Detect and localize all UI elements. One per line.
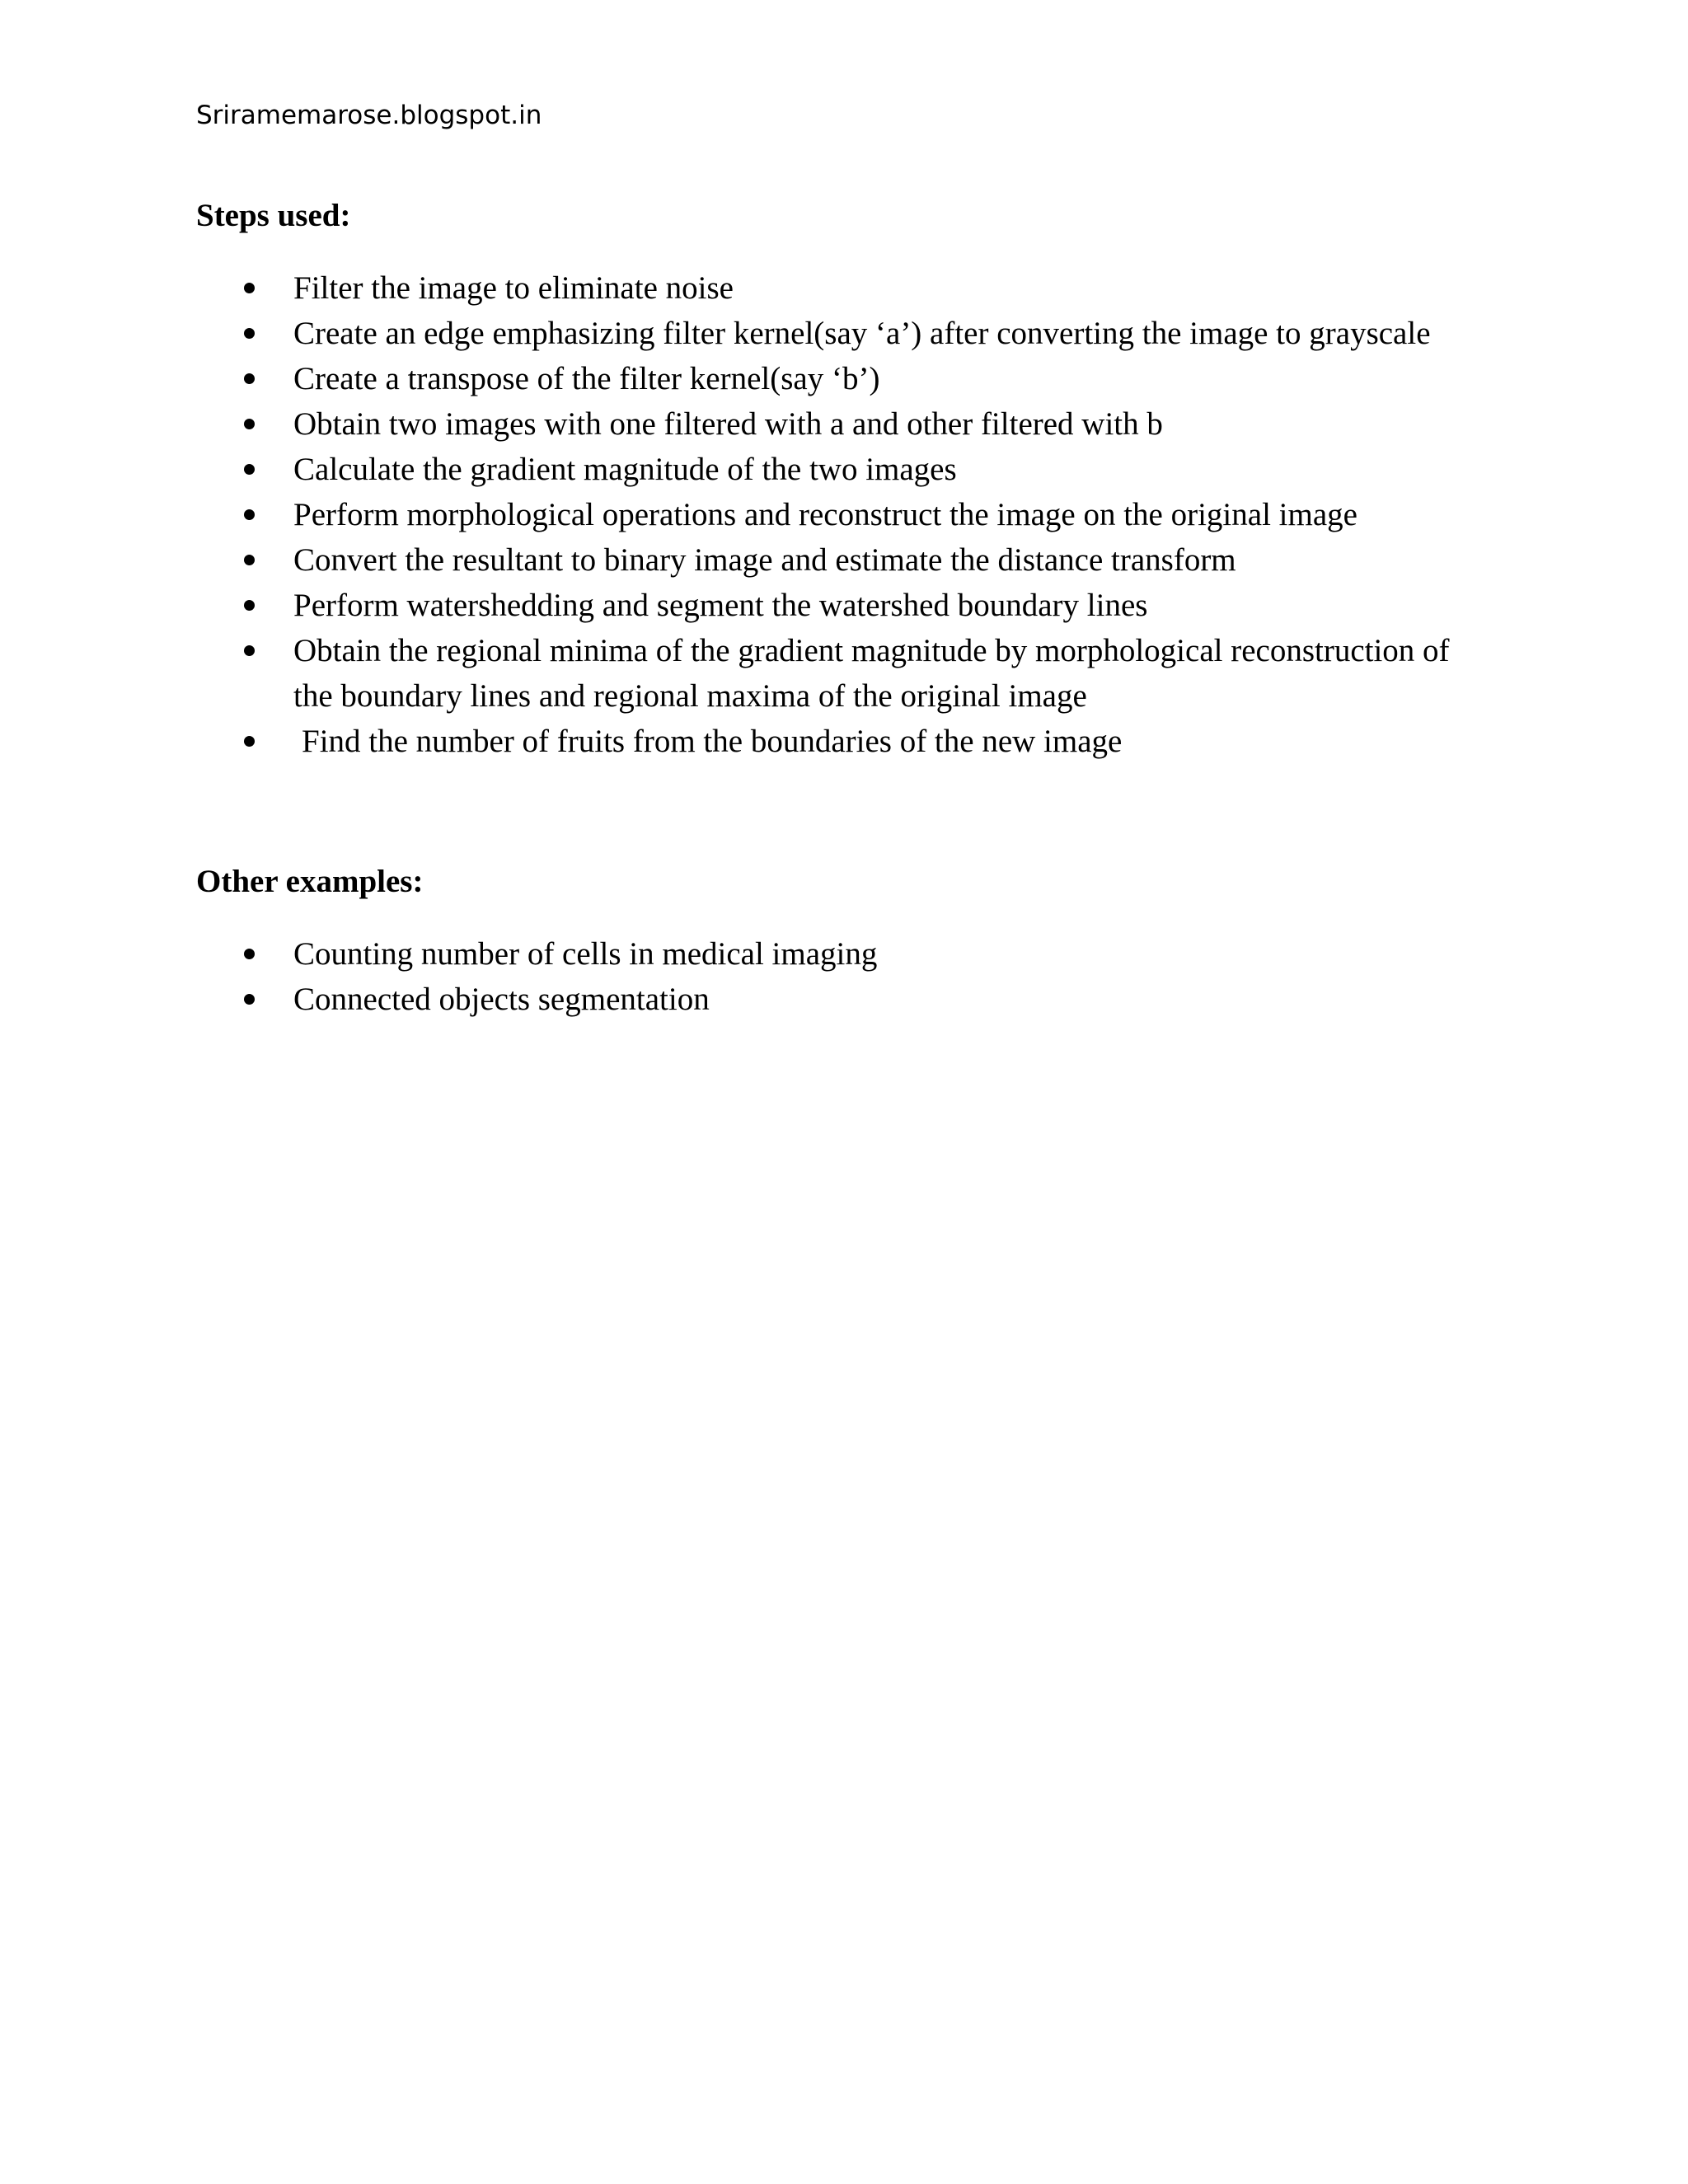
- list-item-text: Counting number of cells in medical imaging: [293, 936, 878, 972]
- bullet-icon: [244, 373, 255, 384]
- bullet-icon: [244, 419, 255, 429]
- bullet-icon: [244, 949, 255, 959]
- list-item-text: Obtain the regional minima of the gradient magnitude by morphological reconstruction of the boundary lines and regional maxima of the original image: [293, 633, 1450, 714]
- list-item-text: Find the number of fruits from the boundaries of the new image: [302, 724, 1123, 759]
- list-item: [0, 356, 1492, 401]
- list-item: [0, 401, 1492, 447]
- list-item-text: Calculate the gradient magnitude of the two images: [293, 452, 957, 487]
- bullet-icon: [244, 600, 255, 611]
- page-header-site: Sriramemarose.blogspot.in: [196, 101, 542, 130]
- list-item-text: Connected objects segmentation: [293, 982, 710, 1017]
- list-item: [0, 628, 1492, 719]
- list-item-text: Create a transpose of the filter kernel(say ‘b’): [293, 361, 880, 396]
- list-item: [0, 931, 1492, 977]
- list-item-text: Filter the image to eliminate noise: [293, 270, 734, 306]
- bullet-icon: [244, 645, 255, 656]
- list-item-text: Convert the resultant to binary image and estimate the distance transform: [293, 542, 1236, 578]
- list-item-text: Obtain two images with one filtered with a and other filtered with b: [293, 406, 1163, 442]
- other-examples-list: [0, 931, 1492, 1022]
- list-item: [0, 492, 1492, 537]
- bullet-icon: [244, 994, 255, 1005]
- list-item: [0, 719, 1492, 764]
- bullet-icon: [244, 464, 255, 475]
- list-item: [0, 447, 1492, 492]
- steps-heading: Steps used:: [196, 198, 351, 233]
- bullet-icon: [244, 509, 255, 520]
- bullet-icon: [244, 736, 255, 747]
- bullet-icon: [244, 555, 255, 565]
- list-item: [0, 583, 1492, 628]
- list-item-text: Perform morphological operations and reconstruct the image on the original image: [293, 497, 1357, 532]
- steps-list: [0, 265, 1492, 764]
- list-item-text: Perform watershedding and segment the watershed boundary lines: [293, 588, 1148, 623]
- bullet-icon: [244, 283, 255, 293]
- list-item: [0, 977, 1492, 1022]
- list-item: [0, 265, 1492, 311]
- list-item: [0, 311, 1492, 356]
- other-examples-heading: Other examples:: [196, 864, 424, 899]
- list-item: [0, 537, 1492, 583]
- list-item-text: Create an edge emphasizing filter kernel(say ‘a’) after converting the image to grayscale: [293, 316, 1431, 351]
- bullet-icon: [244, 328, 255, 339]
